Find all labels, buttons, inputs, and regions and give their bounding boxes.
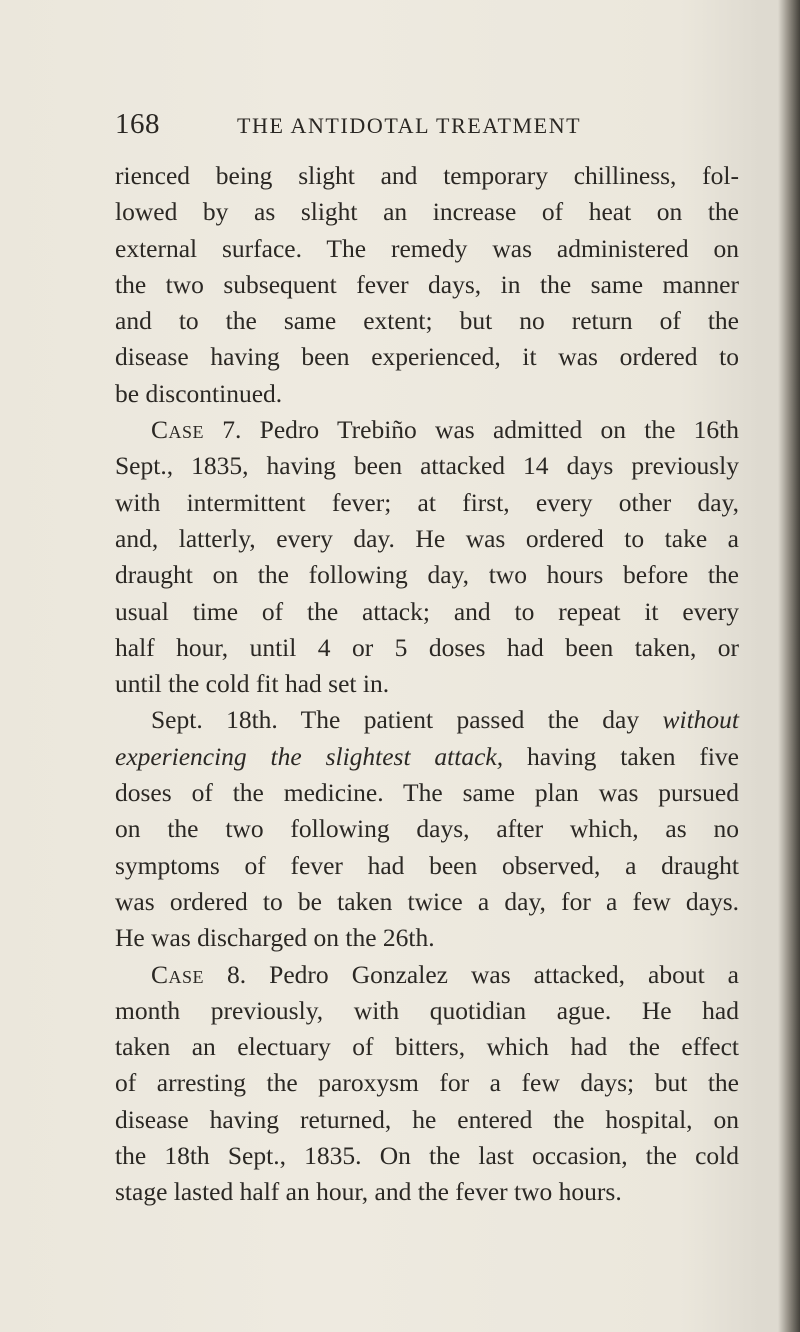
text-line: stage lasted half an hour, and the fever two hours. xyxy=(115,1177,622,1207)
text-line: the 18th Sept., 1835. On the last occasion, the cold xyxy=(115,1141,739,1171)
text-line: doses of the medicine. The same plan was pursued xyxy=(115,778,739,808)
page-edge-shadow xyxy=(778,0,800,1332)
text-line: symptoms of fever had been observed, a draught xyxy=(115,850,739,880)
text-line: on the two following days, after which, as no xyxy=(115,814,739,844)
case-label: Case xyxy=(151,959,205,989)
italic-emphasis: without xyxy=(662,705,739,735)
text-line: half hour, until 4 or 5 doses had been taken, or xyxy=(115,632,739,662)
text-line: Sept., 1835, having been attacked 14 days previously xyxy=(115,451,739,481)
text-line: of arresting the paroxysm for a few days; but the xyxy=(115,1068,739,1098)
case-label: Case xyxy=(151,415,205,445)
text-line: was ordered to be taken twice a day, for a few days. xyxy=(115,886,739,916)
page-header xyxy=(115,108,735,148)
italic-emphasis: experiencing the slightest attack, xyxy=(115,741,504,771)
text-line: rienced being slight and temporary chilliness, fol- xyxy=(115,161,739,190)
text-line: taken an electuary of bitters, which had the effect xyxy=(115,1032,739,1062)
text-line: month previously, with quotidian ague. He had xyxy=(115,995,739,1025)
text-line: Case 8. Pedro Gonzalez was attacked, about a xyxy=(151,959,739,989)
text-line: until the cold fit had set in. xyxy=(115,669,390,699)
text-line: Sept. 18th. The patient passed the day without xyxy=(151,705,739,735)
body-text xyxy=(115,158,739,1211)
running-head: THE ANTIDOTAL TREATMENT xyxy=(237,113,582,138)
text-line: the two subsequent fever days, in the same manner xyxy=(115,269,739,299)
text-line: disease having been experienced, it was ordered to xyxy=(115,342,739,372)
text-line: and to the same extent; but no return of the xyxy=(115,306,739,336)
text-line: draught on the following day, two hours before the xyxy=(115,560,739,590)
text-line: with intermittent fever; at first, every other day, xyxy=(115,487,739,517)
text-line: external surface. The remedy was administered on xyxy=(115,233,739,263)
text-line: and, latterly, every day. He was ordered to take a xyxy=(115,523,739,553)
text-line: be discontinued. xyxy=(115,378,283,408)
text-line: experiencing the slightest attack, having taken five xyxy=(115,741,739,771)
text-line: He was discharged on the 26th. xyxy=(115,923,435,953)
text-line: Case 7. Pedro Trebiño was admitted on the 16th xyxy=(151,415,739,445)
text-line: lowed by as slight an increase of heat on the xyxy=(115,197,739,227)
text-line: usual time of the attack; and to repeat it every xyxy=(115,596,739,626)
page-number: 168 xyxy=(115,108,160,140)
text-line: disease having returned, he entered the hospital, on xyxy=(115,1104,739,1134)
